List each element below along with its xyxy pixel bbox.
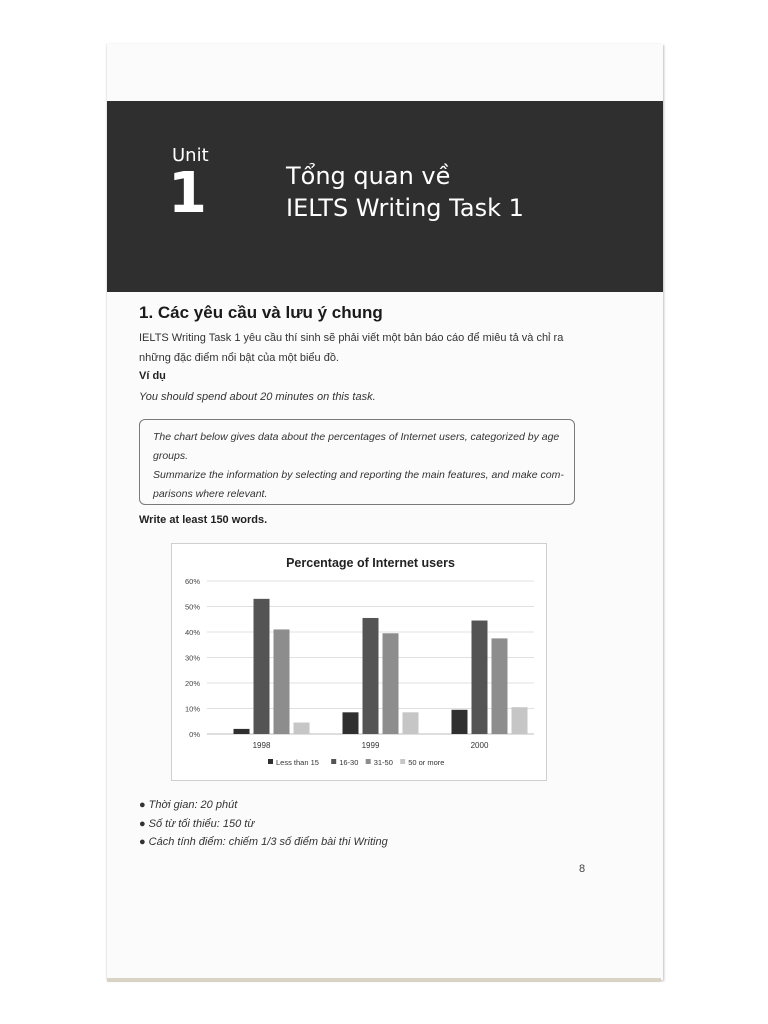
legend-label: Less than 15 xyxy=(276,758,319,767)
intro-line-2: những đặc điểm nổi bật của một biểu đồ. xyxy=(139,352,339,364)
word-requirement: Write at least 150 words. xyxy=(139,514,268,526)
page-number: 8 xyxy=(579,863,586,875)
bar xyxy=(472,621,488,734)
legend-label: 31-50 xyxy=(373,758,393,767)
unit-title-line-1: Tổng quan về xyxy=(286,162,451,190)
bullet-list xyxy=(139,796,388,852)
bar xyxy=(343,712,359,734)
bar xyxy=(294,723,310,734)
task-line-4: parisons where relevant. xyxy=(153,488,268,500)
y-tick-label: 30% xyxy=(184,653,200,663)
x-tick-label: 2000 xyxy=(470,741,489,750)
bar xyxy=(363,618,379,734)
chart-svg xyxy=(172,544,546,780)
unit-title-line-2: IELTS Writing Task 1 xyxy=(286,194,524,222)
bullet-item: ● Số từ tối thiểu: 150 từ xyxy=(139,817,255,830)
section-heading: 1. Các yêu cầu và lưu ý chung xyxy=(139,303,383,322)
time-instruction: You should spend about 20 minutes on this task. xyxy=(139,391,376,403)
bullet-item: ● Cách tính điểm: chiếm 1/3 số điểm bài thi Writing xyxy=(139,836,388,848)
y-tick-label: 10% xyxy=(184,704,200,714)
bar xyxy=(452,710,468,734)
y-tick-label: 60% xyxy=(184,577,200,586)
intro-line-1: IELTS Writing Task 1 yêu cầu thí sinh sẽ phải viết một bản báo cáo để miêu tả và chỉ ra xyxy=(139,332,564,344)
unit-number: 1 xyxy=(168,161,207,226)
bullet-text: Cách tính điểm: chiếm 1/3 số điểm bài thi Writing xyxy=(148,836,388,848)
task-prompt-box xyxy=(139,419,575,505)
y-tick-label: 20% xyxy=(184,679,200,688)
bar xyxy=(254,599,270,734)
bar xyxy=(234,729,250,734)
y-tick-label: 50% xyxy=(184,602,200,612)
intro-paragraph xyxy=(139,328,589,368)
bullet-item: ● Thời gian: 20 phút xyxy=(139,799,238,811)
legend-swatch xyxy=(400,759,405,764)
task-line-2: groups. xyxy=(153,450,189,462)
y-tick-label: 40% xyxy=(184,628,200,637)
task-line-1: The chart below gives data about the percentages of Internet users, categorized by age xyxy=(153,431,560,443)
bar xyxy=(403,712,419,734)
x-tick-label: 1998 xyxy=(252,741,271,750)
task-line-3: Summarize the information by selecting and reporting the main features, and make com- xyxy=(153,469,564,481)
legend-label: 50 or more xyxy=(408,758,445,767)
bullet-text: Thời gian: 20 phút xyxy=(148,799,238,811)
example-label: Ví dụ xyxy=(139,370,166,382)
legend-swatch xyxy=(268,759,273,764)
unit-label: Unit xyxy=(172,145,209,166)
bar xyxy=(383,633,399,734)
legend-swatch xyxy=(366,759,371,764)
page-edge xyxy=(107,978,661,982)
bar xyxy=(274,629,290,734)
x-tick-label: 1999 xyxy=(361,741,380,750)
bullet-text: Số từ tối thiểu: 150 từ xyxy=(148,817,255,830)
bar-chart xyxy=(171,543,547,781)
task-prompt-text xyxy=(153,428,573,504)
bar xyxy=(492,638,508,734)
legend-label: 16-30 xyxy=(339,758,359,767)
y-tick-label: 0% xyxy=(189,730,200,739)
chart-title: Percentage of Internet users xyxy=(286,556,455,570)
legend-swatch xyxy=(331,759,336,764)
unit-title xyxy=(286,160,524,224)
bar xyxy=(512,707,528,734)
